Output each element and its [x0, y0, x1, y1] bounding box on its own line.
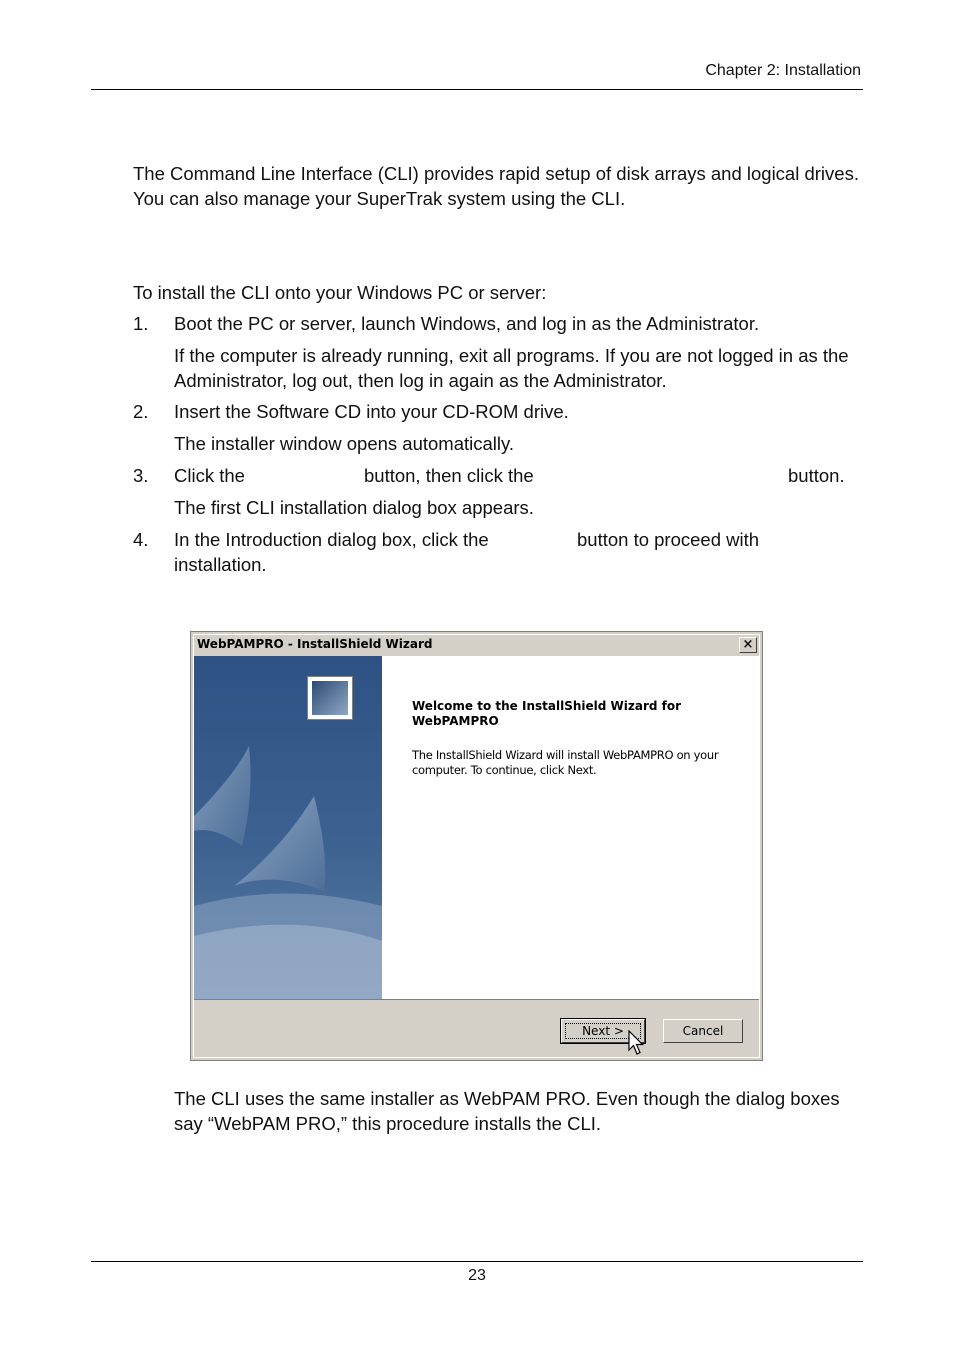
footer-divider — [91, 1261, 863, 1262]
step-1-note: If the computer is already running, exit all programs. If you are not logged in as the Administrator, log out, then log in again as the Administrator. — [174, 345, 849, 391]
step-3-number: 3. — [133, 465, 149, 486]
step-1-number: 1. — [133, 313, 149, 334]
step-2-text: Insert the Software CD into your CD-ROM drive. — [174, 401, 569, 422]
next-button-label: Next > — [582, 1024, 624, 1038]
install-lead: To install the CLI onto your Windows PC or server: — [133, 282, 547, 303]
step-4-text-a: In the Introduction dialog box, click the — [174, 529, 489, 550]
dialog-title: WebPAMPRO - InstallShield Wizard — [197, 637, 433, 651]
close-icon: × — [742, 637, 754, 652]
page-header — [91, 59, 863, 90]
cancel-button[interactable] — [663, 1019, 743, 1043]
step-3-text-b: button, then click the — [364, 465, 534, 486]
wizard-side-banner — [194, 656, 382, 999]
dialog-titlebar[interactable] — [194, 635, 759, 655]
chapter-title: Chapter 2: Installation — [705, 62, 861, 79]
step-1-text: Boot the PC or server, launch Windows, and log in as the Administrator. — [174, 313, 760, 334]
close-button[interactable] — [739, 637, 757, 653]
step-3-text-a: Click the — [174, 465, 245, 486]
step-4-text-b: button to proceed with — [577, 529, 760, 550]
installshield-dialog — [190, 631, 763, 1061]
closing-note: The CLI uses the same installer as WebPAM PRO. Even though the dialog boxes say “WebPAM PRO,” this procedure installs the CLI. — [174, 1088, 840, 1134]
mouse-cursor-icon — [628, 1030, 644, 1056]
intro-paragraph: The Command Line Interface (CLI) provides rapid setup of disk arrays and logical drives. You can also manage your SuperTrak system using the CLI. — [133, 163, 859, 209]
step-2-note: The installer window opens automatically. — [174, 433, 515, 454]
page-number: 23 — [468, 1267, 486, 1284]
welcome-message: The InstallShield Wizard will install WebPAMPRO on your computer. To continue, click Next. — [412, 748, 719, 777]
step-4-number: 4. — [133, 529, 149, 550]
welcome-heading: Welcome to the InstallShield Wizard for WebPAMPRO — [412, 699, 682, 728]
logo-icon — [312, 681, 348, 715]
step-2-number: 2. — [133, 401, 149, 422]
cancel-button-label: Cancel — [682, 1024, 724, 1038]
step-3-note: The first CLI installation dialog box appears. — [174, 497, 534, 518]
installshield-logo — [307, 676, 353, 720]
sails-banner-image — [194, 656, 382, 999]
step-4-text-c: installation. — [174, 554, 267, 575]
step-3-text-c: button. — [788, 465, 845, 486]
dialog-client-area — [194, 656, 759, 1000]
